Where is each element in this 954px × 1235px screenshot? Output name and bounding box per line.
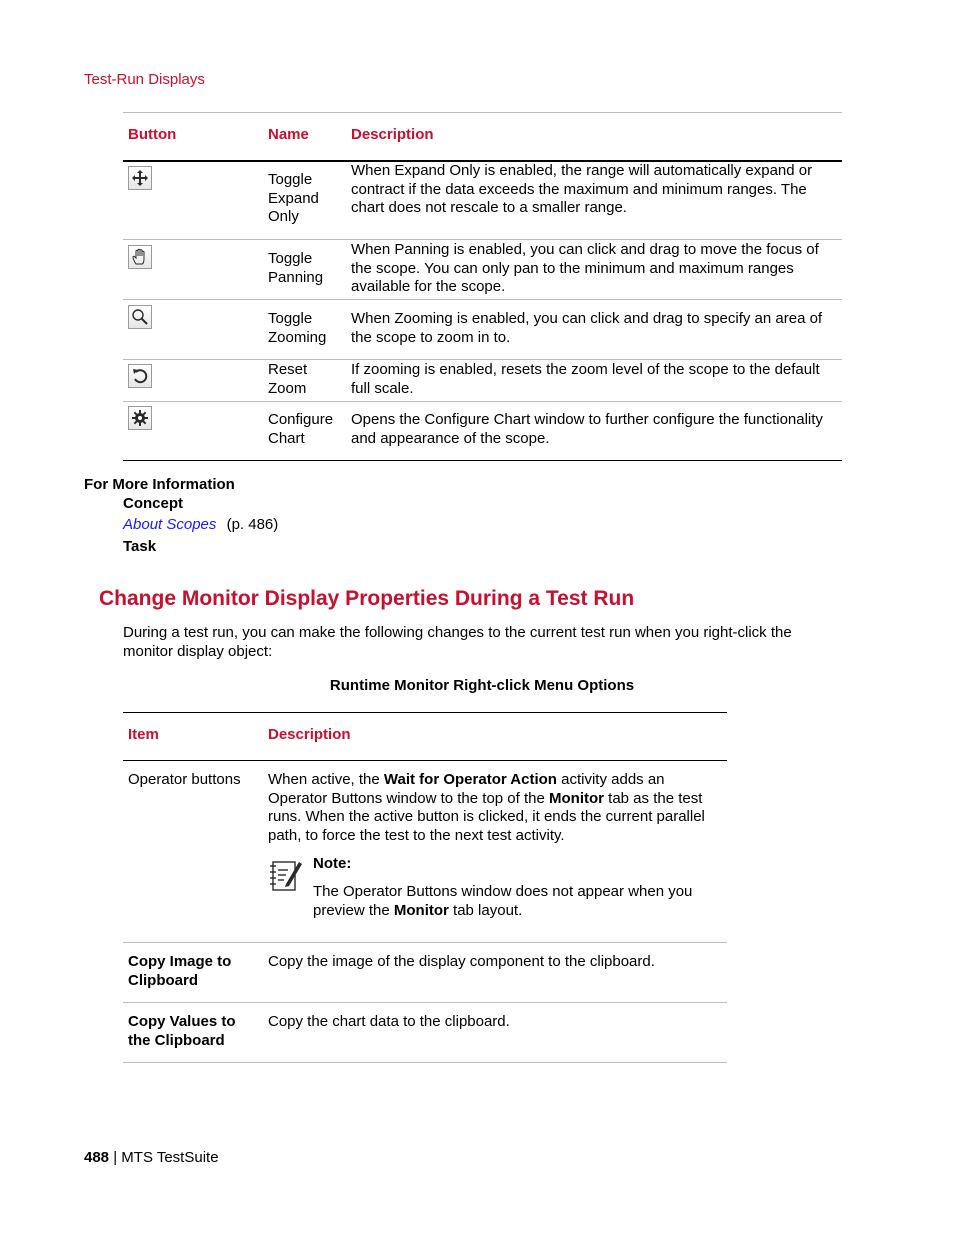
page-reference: (p. 486) — [226, 516, 279, 533]
row-name: Reset Zoom — [268, 361, 308, 397]
product-name: MTS TestSuite — [121, 1149, 219, 1166]
copy-image-description: Copy the image of the display component to the clipboard. — [268, 953, 655, 970]
item-copy-image: Copy Image to Clipboard — [128, 953, 232, 989]
concept-label: Concept — [123, 495, 183, 512]
reset-arrow-icon — [128, 364, 152, 388]
operator-buttons-description: When active, the Wait for Operator Action activity adds an Operator Buttons window to the top of the Monitor tab as the test runs. When the active button is clicked, it ends the current parallel path, to force the test to the next test activity. — [268, 771, 705, 844]
notepad-pencil-icon — [268, 856, 304, 894]
task-label: Task — [123, 538, 157, 555]
table-top-rule — [123, 712, 727, 713]
row-name: Toggle Zooming — [268, 310, 327, 346]
footer-separator: | — [113, 1149, 118, 1166]
table-bottom-rule — [123, 1062, 727, 1063]
item-copy-values: Copy Values to the Clipboard — [128, 1013, 236, 1049]
row-name: Configure Chart — [268, 411, 334, 447]
row-divider — [123, 299, 842, 300]
gear-icon — [128, 406, 152, 430]
row-name: Toggle Panning — [268, 250, 324, 286]
row-divider — [123, 942, 727, 943]
page-number: 488 — [84, 1149, 110, 1166]
page-footer — [84, 1149, 219, 1168]
row-name: Toggle Expand Only — [268, 171, 319, 225]
header-rule — [123, 760, 727, 761]
row-description: When Zooming is enabled, you can click and drag to specify an area of the scope to zoom in to. — [351, 310, 823, 346]
section-intro: During a test run, you can make the following changes to the current test run when you right-click the monitor display object: — [123, 624, 792, 660]
row-description: If zooming is enabled, resets the zoom level of the scope to the default full scale. — [351, 361, 820, 397]
running-header: Test-Run Displays — [84, 71, 205, 88]
table-top-rule — [123, 112, 842, 113]
row-description: When Panning is enabled, you can click and drag to move the focus of the scope. You can only pan to the minimum and maximum ranges available for the scope. — [351, 241, 819, 295]
col-header-button: Button — [128, 126, 177, 143]
more-info-heading: For More Information — [84, 476, 235, 493]
item-operator-buttons: Operator buttons — [128, 771, 241, 788]
section-title: Change Monitor Display Properties During a Test Run — [99, 587, 635, 610]
col-header-name: Name — [268, 126, 309, 143]
row-divider — [123, 1002, 727, 1003]
table-caption: Runtime Monitor Right-click Menu Options — [329, 677, 635, 694]
row-description: When Expand Only is enabled, the range will automatically expand or contract if the data exceeds the maximum and minimum ranges. The chart does not rescale to a smaller range. — [351, 162, 813, 216]
col-header-description: Description — [268, 726, 351, 743]
hand-pan-icon — [128, 245, 152, 269]
note-text: The Operator Buttons window does not appear when you preview the Monitor tab layout. — [313, 883, 693, 919]
row-description: Opens the Configure Chart window to further configure the functionality and appearance of the scope. — [351, 411, 823, 447]
expand-arrows-icon — [128, 166, 152, 190]
copy-values-description: Copy the chart data to the clipboard. — [268, 1013, 510, 1030]
row-divider — [123, 359, 842, 360]
table-bottom-rule — [123, 460, 842, 461]
concept-reference — [123, 516, 278, 535]
note-label: Note: — [313, 855, 352, 872]
about-scopes-link[interactable]: About Scopes — [123, 516, 217, 533]
magnifier-icon — [128, 305, 152, 329]
row-divider — [123, 401, 842, 402]
col-header-description: Description — [351, 126, 434, 143]
col-header-item: Item — [128, 726, 159, 743]
row-divider — [123, 239, 842, 240]
